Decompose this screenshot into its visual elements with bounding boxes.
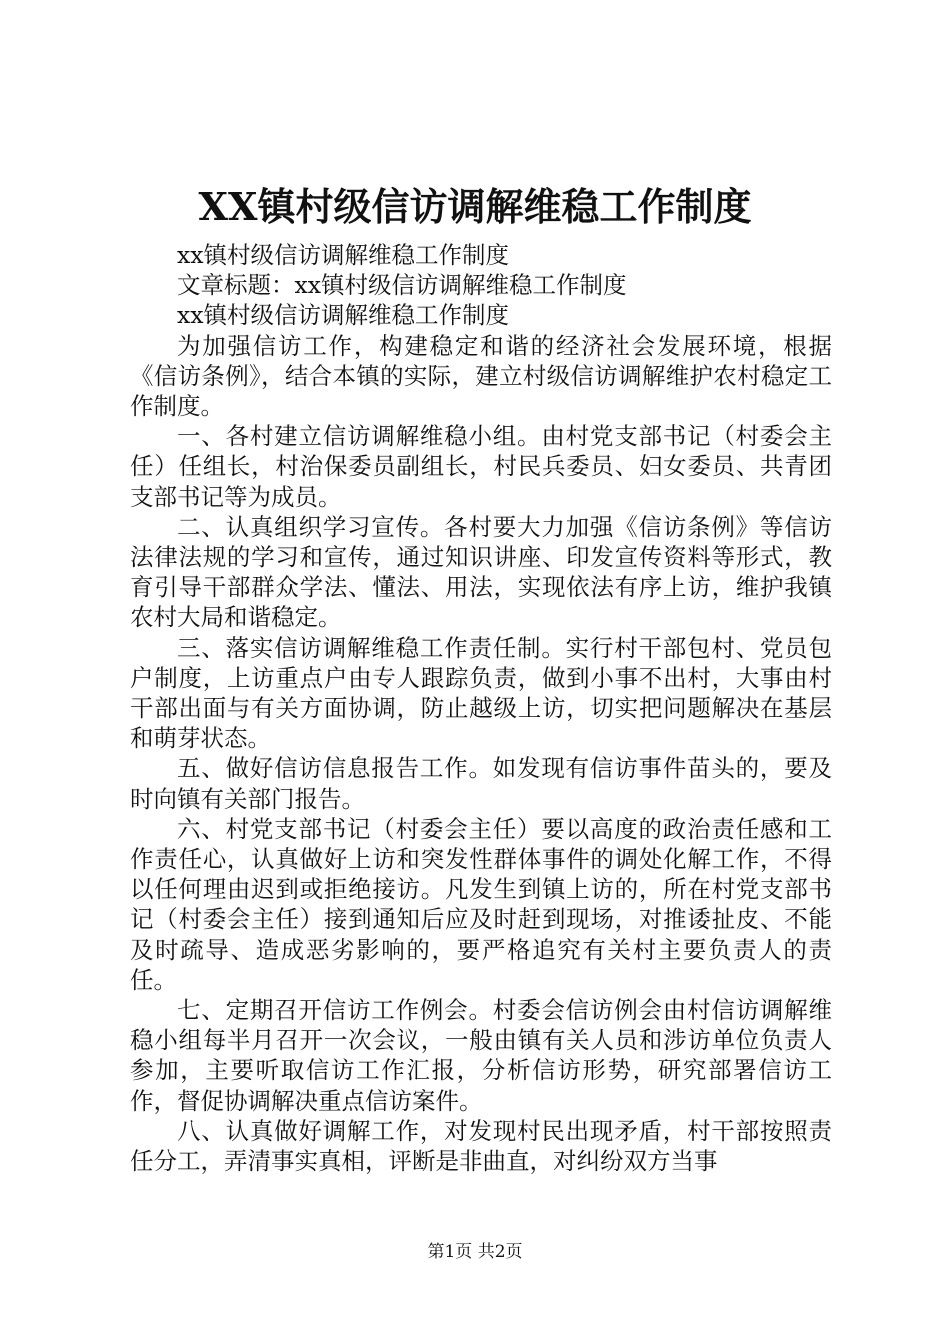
page-footer: 第1页 共2页 [427,1242,523,1262]
paragraph: 七、定期召开信访工作例会。村委会信访例会由村信访调解维稳小组每半月召开一次会议，一般由镇有关人员和涉访单位负责人参加，主要听取信访工作汇报，分析信访形势，研究部署信访工作，督促协调解决重点信访案件。 [130,996,832,1115]
paragraph: 文章标题：xx镇村级信访调解维稳工作制度 [177,271,627,300]
document-title: XX镇村级信访调解维稳工作制度 [198,184,752,229]
document-body [130,240,832,1176]
paragraph: 六、村党支部书记（村委会主任）要以高度的政治责任感和工作责任心，认真做好上访和突发性群体事件的调处化解工作，不得以任何理由迟到或拒绝接访。凡发生到镇上访的，所在村党支部书记（村委会主任）接到通知后应及时赶到现场，对推诿扯皮、不能及时疏导、造成恶劣影响的，要严格追究有关村主要负责人的责任。 [130,814,832,994]
paragraph: 二、认真组织学习宣传。各村要大力加强《信访条例》等信访法律法规的学习和宣传，通过知识讲座、印发宣传资料等形式，教育引导干部群众学法、懂法、用法，实现依法有序上访，维护我镇农村大局和谐稳定。 [130,512,832,632]
paragraph: xx镇村级信访调解维稳工作制度 [177,241,510,269]
paragraph: 五、做好信访信息报告工作。如发现有信访事件苗头的，要及时向镇有关部门报告。 [130,754,832,813]
paragraph: 八、认真做好调解工作，对发现村民出现矛盾，村干部按照责任分工，弄清事实真相，评断是非曲直，对纠纷双方当事 [130,1116,832,1176]
paragraph: 为加强信访工作，构建稳定和谐的经济社会发展环境，根据《信访条例》，结合本镇的实际，建立村级信访调解维护农村稳定工作制度。 [130,331,832,421]
paragraph: 一、各村建立信访调解维稳小组。由村党支部书记（村委会主任）任组长，村治保委员副组长，村民兵委员、妇女委员、共青团支部书记等为成员。 [130,422,832,511]
paragraph: xx镇村级信访调解维稳工作制度 [177,301,510,330]
paragraph: 三、落实信访调解维稳工作责任制。实行村干部包村、党员包户制度，上访重点户由专人跟踪负责，做到小事不出村，大事由村干部出面与有关方面协调，防止越级上访，切实把问题解决在基层和萌芽状态。 [130,633,832,753]
